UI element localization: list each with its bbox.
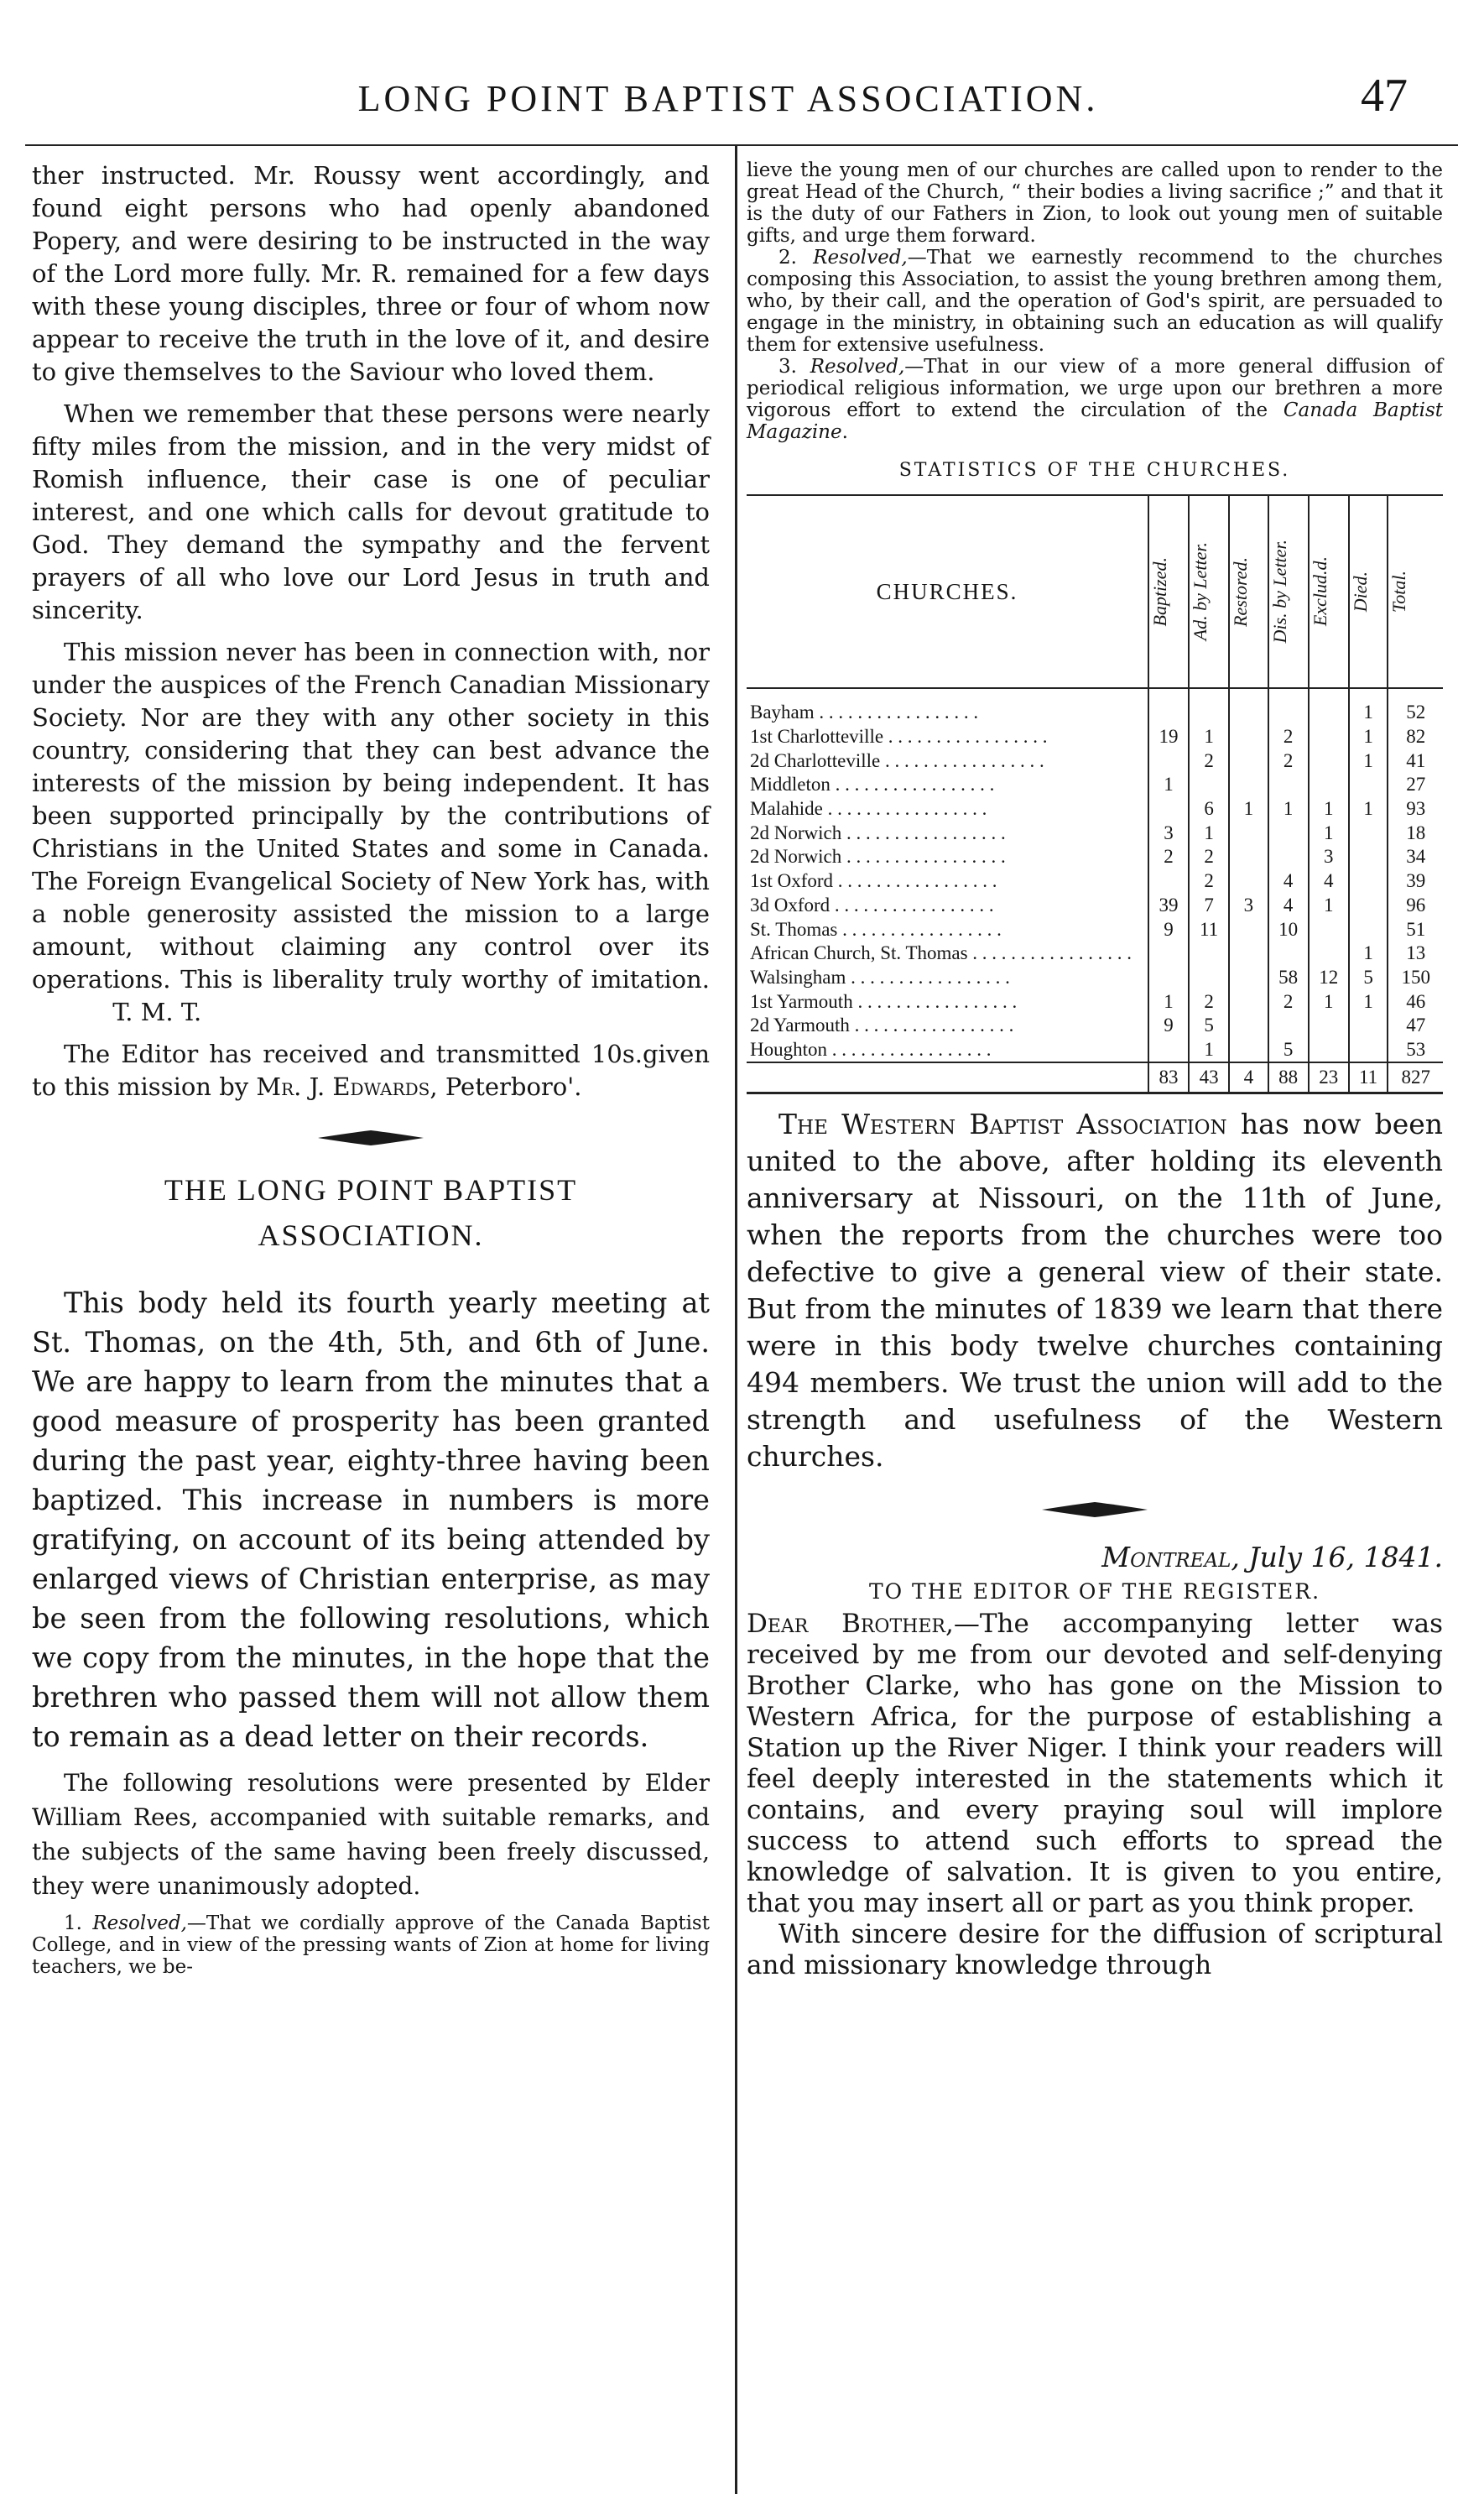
stat-cell: 5 [1349, 966, 1388, 990]
stat-cell: 5 [1189, 1014, 1229, 1038]
stat-cell [1309, 1038, 1349, 1063]
total-cell: 827 [1388, 1062, 1443, 1093]
header-rule [25, 144, 1458, 146]
stat-cell: 47 [1388, 1014, 1443, 1038]
statistics-row [747, 773, 1443, 797]
church-name-cell: 1st Charlotteville . . . . . . . . . . . . . . . . . [750, 726, 1048, 748]
stat-cell: 1 [1349, 725, 1388, 749]
stat-cell: 3 [1148, 821, 1189, 845]
total-cell: 43 [1189, 1062, 1229, 1093]
letter-salutation: Dear Brother, [747, 1609, 954, 1640]
stat-cell: 1 [1349, 688, 1388, 725]
section-divider-ornament [316, 1129, 425, 1147]
total-cell: 88 [1268, 1062, 1309, 1093]
stat-cell [1309, 942, 1349, 966]
stat-cell: 5 [1268, 1038, 1309, 1063]
church-name-cell: Walsingham . . . . . . . . . . . . . . . . . [750, 966, 1010, 988]
stat-cell [1268, 845, 1309, 869]
stat-cell [1268, 942, 1309, 966]
stat-cell [1309, 773, 1349, 797]
article-title-line-2: ASSOCIATION. [258, 1218, 484, 1252]
stat-cell: 34 [1388, 845, 1443, 869]
stat-cell: 150 [1388, 966, 1443, 990]
page-number: 47 [1361, 70, 1408, 122]
statistics-row [747, 821, 1443, 845]
paragraph-resolutions-presented: The following resolutions were presented by Elder William Rees, accompanied with suitable remarks, and the subjects of the same having been freely discussed, they were unanimously adopted. [32, 1769, 710, 1900]
column-header-baptized: Baptized. [1148, 495, 1189, 688]
dateline [747, 1539, 1443, 1576]
stat-cell: 3 [1309, 845, 1349, 869]
stat-cell [1268, 821, 1309, 845]
church-name-cell: Bayham . . . . . . . . . . . . . . . . . [750, 702, 979, 723]
stat-cell [1148, 869, 1189, 894]
stat-cell [1229, 749, 1268, 773]
statistics-row [747, 845, 1443, 869]
stat-cell: 39 [1388, 869, 1443, 894]
stat-cell: 2 [1189, 845, 1229, 869]
column-header-total: Total. [1388, 495, 1443, 688]
stat-cell: 1 [1309, 894, 1349, 918]
church-name-cell: St. Thomas . . . . . . . . . . . . . . . . . [750, 918, 1002, 940]
donor-name: Mr. J. Edwards [256, 1072, 430, 1101]
left-column [32, 159, 710, 1978]
signature: T. M. T. [112, 998, 202, 1026]
stat-cell: 10 [1268, 917, 1309, 942]
stat-cell: 82 [1388, 725, 1443, 749]
stat-cell: 4 [1309, 869, 1349, 894]
stat-cell [1189, 773, 1229, 797]
resolution-2: 2. Resolved,—That we earnestly recommend to the churches composing this Association, to assist the young brethren among them, who, by their call, and the operation of God's spirit, are persuaded to engage in the ministry, in obtaining such an education as will qualify them for extensive usefulness. [747, 247, 1443, 356]
statistics-row [747, 942, 1443, 966]
stat-cell [1229, 942, 1268, 966]
stat-cell [1148, 688, 1189, 725]
church-name-cell: Middleton . . . . . . . . . . . . . . . . . [750, 774, 995, 796]
paragraph-mission-visit: ther instructed. Mr. Roussy went accordingly, and found eight persons who had openly abandoned Popery, and were desiring to be instructed in the way of the Lord more fully. Mr. R. remained for a few days with these young disciples, three or four of whom now appear to receive the truth in the love of it, and desire to give themselves to the Saviour who loved them. [32, 161, 710, 386]
church-name-cell: 2d Charlotteville . . . . . . . . . . . . . . . . . [750, 749, 1044, 771]
statistics-row [747, 917, 1443, 942]
stat-cell [1309, 749, 1349, 773]
statistics-heading: STATISTICS OF THE CHURCHES. [898, 460, 1291, 481]
dateline-date: July 16, 1841. [1239, 1541, 1443, 1574]
stat-cell [1309, 688, 1349, 725]
column-header-ad-by-letter: Ad. by Letter. [1189, 495, 1229, 688]
stat-cell: 4 [1268, 869, 1309, 894]
statistics-body [747, 688, 1443, 1093]
stat-cell: 1 [1229, 797, 1268, 822]
stat-cell: 3 [1229, 894, 1268, 918]
stat-cell: 1 [1349, 989, 1388, 1014]
stat-cell [1349, 1038, 1388, 1063]
paragraph-western-association: The Western Baptist Association has now been united to the above, after holding its eleventh anniversary at Nissouri, on the 11th of June, when the reports from the churches were too defective to give a general view of their state. But from the minutes of 1839 we learn that there were in this body twelve churches containing 494 members. We trust the union will add to the strength and usefulness of the Western churches. [747, 1108, 1444, 1474]
stat-cell [1148, 797, 1189, 822]
stat-cell [1189, 966, 1229, 990]
statistics-row [747, 725, 1443, 749]
magazine-title: Canada Baptist Magazine [747, 399, 1443, 443]
stat-cell: 41 [1388, 749, 1443, 773]
paragraph-romish-influence: When we remember that these persons were nearly fifty miles from the mission, and in the very midst of Romish influence, their case is one of peculiar interest, and one which calls for devout gratitude to God. They demand the sympathy and the fervent prayers of all who love our Lord Jesus in truth and sincerity. [32, 399, 710, 624]
stat-cell: 1 [1189, 821, 1229, 845]
statistics-row [747, 749, 1443, 773]
letter-paragraph-1: Dear Brother,—The accompanying letter was received by me from our devoted and self-denying Brother Clarke, who has gone on the Mission to Western Africa, for the purpose of establishing a Station up the River Niger. I think your readers will feel deeply interested in the statements which it contains, and every praying soul will implore success to attend such efforts to spread the knowledge of salvation. It is given to you entire, that you may insert all or part as you think proper. [747, 1609, 1443, 1919]
article-title-line-1: THE LONG POINT BAPTIST [164, 1173, 578, 1207]
stat-cell: 7 [1189, 894, 1229, 918]
stat-cell [1349, 821, 1388, 845]
church-name-cell: 2d Norwich . . . . . . . . . . . . . . . . . [750, 846, 1006, 868]
stat-cell: 53 [1388, 1038, 1443, 1063]
stat-cell [1148, 942, 1189, 966]
stat-cell: 2 [1268, 989, 1309, 1014]
church-name-cell: 1st Oxford . . . . . . . . . . . . . . . . . [750, 870, 997, 892]
total-cell: 23 [1309, 1062, 1349, 1093]
stat-cell [1189, 688, 1229, 725]
stat-cell [1268, 1014, 1309, 1038]
stat-cell [1229, 821, 1268, 845]
stat-cell [1268, 773, 1309, 797]
stat-cell: 18 [1388, 821, 1443, 845]
church-name-cell: 2d Yarmouth . . . . . . . . . . . . . . . . . [750, 1015, 1014, 1036]
stat-cell: 1 [1268, 797, 1309, 822]
stat-cell: 1 [1349, 749, 1388, 773]
stat-cell: 39 [1148, 894, 1189, 918]
statistics-row [747, 894, 1443, 918]
running-head: LONG POINT BAPTIST ASSOCIATION. [357, 78, 1099, 119]
stat-cell: 46 [1388, 989, 1443, 1014]
statistics-totals-row [747, 1062, 1443, 1093]
total-cell: 11 [1349, 1062, 1388, 1093]
article-title [32, 1167, 710, 1258]
statistics-header-row [747, 495, 1443, 688]
church-name-cell: Houghton . . . . . . . . . . . . . . . . . [750, 1038, 992, 1060]
stat-cell [1268, 688, 1309, 725]
stat-cell: 1 [1309, 821, 1349, 845]
stat-cell: 11 [1189, 917, 1229, 942]
stat-cell [1229, 1038, 1268, 1063]
church-name-cell: 3d Oxford . . . . . . . . . . . . . . . . . [750, 894, 994, 916]
church-name-cell: 1st Yarmouth . . . . . . . . . . . . . . . . . [750, 990, 1018, 1012]
stat-cell [1148, 966, 1189, 990]
stat-cell: 1 [1148, 989, 1189, 1014]
church-name-cell: African Church, St. Thomas . . . . . . . . . . . . . . . . . [750, 942, 1133, 964]
statistics-row [747, 1038, 1443, 1063]
statistics-row [747, 989, 1443, 1014]
stat-cell: 1 [1349, 797, 1388, 822]
stat-cell: 96 [1388, 894, 1443, 918]
statistics-row [747, 688, 1443, 725]
stat-cell [1349, 869, 1388, 894]
western-association-lead: The Western Baptist Association [778, 1108, 1227, 1141]
letter-paragraph-2: With sincere desire for the diffusion of scriptural and missionary knowledge through [747, 1919, 1443, 1981]
stat-cell: 9 [1148, 917, 1189, 942]
stat-cell [1148, 749, 1189, 773]
stat-cell: 2 [1189, 989, 1229, 1014]
column-header-churches: CHURCHES. [747, 495, 1148, 688]
section-divider-ornament-2 [1040, 1500, 1149, 1519]
stat-cell: 93 [1388, 797, 1443, 822]
resolution-1: 1. Resolved,—That we cordially approve of the Canada Baptist College, and in view of the pressing wants of Zion at home for living teachers, we be- [32, 1912, 710, 1978]
stat-cell: 1 [1189, 1038, 1229, 1063]
stat-cell: 1 [1148, 773, 1189, 797]
church-name-cell: Malahide . . . . . . . . . . . . . . . . . [750, 798, 987, 820]
stat-cell: 1 [1189, 725, 1229, 749]
stat-cell [1349, 917, 1388, 942]
right-column [747, 159, 1443, 1981]
stat-cell [1229, 917, 1268, 942]
resolution-3: 3. Resolved,—That in our view of a more general diffusion of periodical religious information, we urge upon our brethren a more vigorous effort to extend the circulation of the Canada Baptist Magazine. [747, 356, 1443, 443]
statistics-row [747, 797, 1443, 822]
stat-cell: 19 [1148, 725, 1189, 749]
column-header-dis-by-letter: Dis. by Letter. [1268, 495, 1309, 688]
stat-cell [1349, 845, 1388, 869]
stat-cell: 4 [1268, 894, 1309, 918]
paragraph-yearly-meeting: This body held its fourth yearly meeting at St. Thomas, on the 4th, 5th, and 6th of June. We are happy to learn from the minutes that a good measure of prosperity has been granted during the past year, eighty-three having been baptized. This increase in numbers is more gratifying, on account of its being attended by enlarged views of Christian enterprise, as may be seen from the following resolutions, which we copy from the minutes, in the hope that the brethren who passed them will not allow them to remain as a dead letter on their records. [32, 1286, 710, 1753]
column-rule [735, 144, 737, 2494]
statistics-row [747, 1014, 1443, 1038]
stat-cell [1229, 1014, 1268, 1038]
stat-cell: 2 [1189, 749, 1229, 773]
stat-cell: 13 [1388, 942, 1443, 966]
stat-cell [1309, 917, 1349, 942]
stat-cell: 58 [1268, 966, 1309, 990]
stat-cell [1309, 725, 1349, 749]
stat-cell [1189, 942, 1229, 966]
statistics-table [747, 494, 1443, 1094]
stat-cell: 2 [1148, 845, 1189, 869]
stat-cell: 12 [1309, 966, 1349, 990]
stat-cell [1229, 688, 1268, 725]
stat-cell: 2 [1268, 749, 1309, 773]
stat-cell [1229, 966, 1268, 990]
stat-cell: 2 [1189, 869, 1229, 894]
stat-cell: 1 [1349, 942, 1388, 966]
statistics-row [747, 966, 1443, 990]
mission-support-text: This mission never has been in connection with, nor under the auspices of the French Canadian Missionary Society. Nor are they with any other society in this country, considering that they can best advance the interests of the mission by being independent. It has been supported principally by the contributions of Christians in the United States and some in Canada. The Foreign Evangelical Society of New York has, with a noble generosity assisted the mission to a large amount, without claiming any control over its operations. This is liberality truly worthy of imitation. [32, 638, 710, 994]
totals-label-cell [747, 1062, 1148, 1093]
stat-cell [1229, 989, 1268, 1014]
stat-cell: 27 [1388, 773, 1443, 797]
stat-cell: 51 [1388, 917, 1443, 942]
column-header-died: Died. [1349, 495, 1388, 688]
stat-cell [1229, 773, 1268, 797]
resolution-1-continued: lieve the young men of our churches are called upon to render to the great Head of the Church, “ their bodies a living sacrifice ;” and that it is the duty of our Fathers in Zion, to look out young men of suitable gifts, and urge them forward. [747, 159, 1443, 247]
stat-cell: 9 [1148, 1014, 1189, 1038]
stat-cell: 6 [1189, 797, 1229, 822]
stat-cell: 52 [1388, 688, 1443, 725]
statistics-row [747, 869, 1443, 894]
stat-cell [1229, 725, 1268, 749]
stat-cell: 1 [1309, 989, 1349, 1014]
total-cell: 4 [1229, 1062, 1268, 1093]
stat-cell [1349, 773, 1388, 797]
column-header-restored: Restored. [1229, 495, 1268, 688]
paragraph-mission-support [32, 636, 710, 1029]
dateline-place: Montreal, [1101, 1541, 1240, 1574]
paragraph-editor-note: The Editor has received and transmitted 10s.given to this mission by Mr. J. Edwards, Peterboro'. [32, 1040, 710, 1101]
church-name-cell: 2d Norwich . . . . . . . . . . . . . . . . . [750, 822, 1006, 843]
stat-cell [1309, 1014, 1349, 1038]
stat-cell [1229, 869, 1268, 894]
letter-heading: TO THE EDITOR OF THE REGISTER. [868, 1579, 1321, 1604]
stat-cell [1229, 845, 1268, 869]
stat-cell: 1 [1309, 797, 1349, 822]
stat-cell [1349, 1014, 1388, 1038]
column-header-excluded: Exclud.d. [1309, 495, 1349, 688]
total-cell: 83 [1148, 1062, 1189, 1093]
stat-cell: 2 [1268, 725, 1309, 749]
stat-cell [1148, 1038, 1189, 1063]
stat-cell [1349, 894, 1388, 918]
